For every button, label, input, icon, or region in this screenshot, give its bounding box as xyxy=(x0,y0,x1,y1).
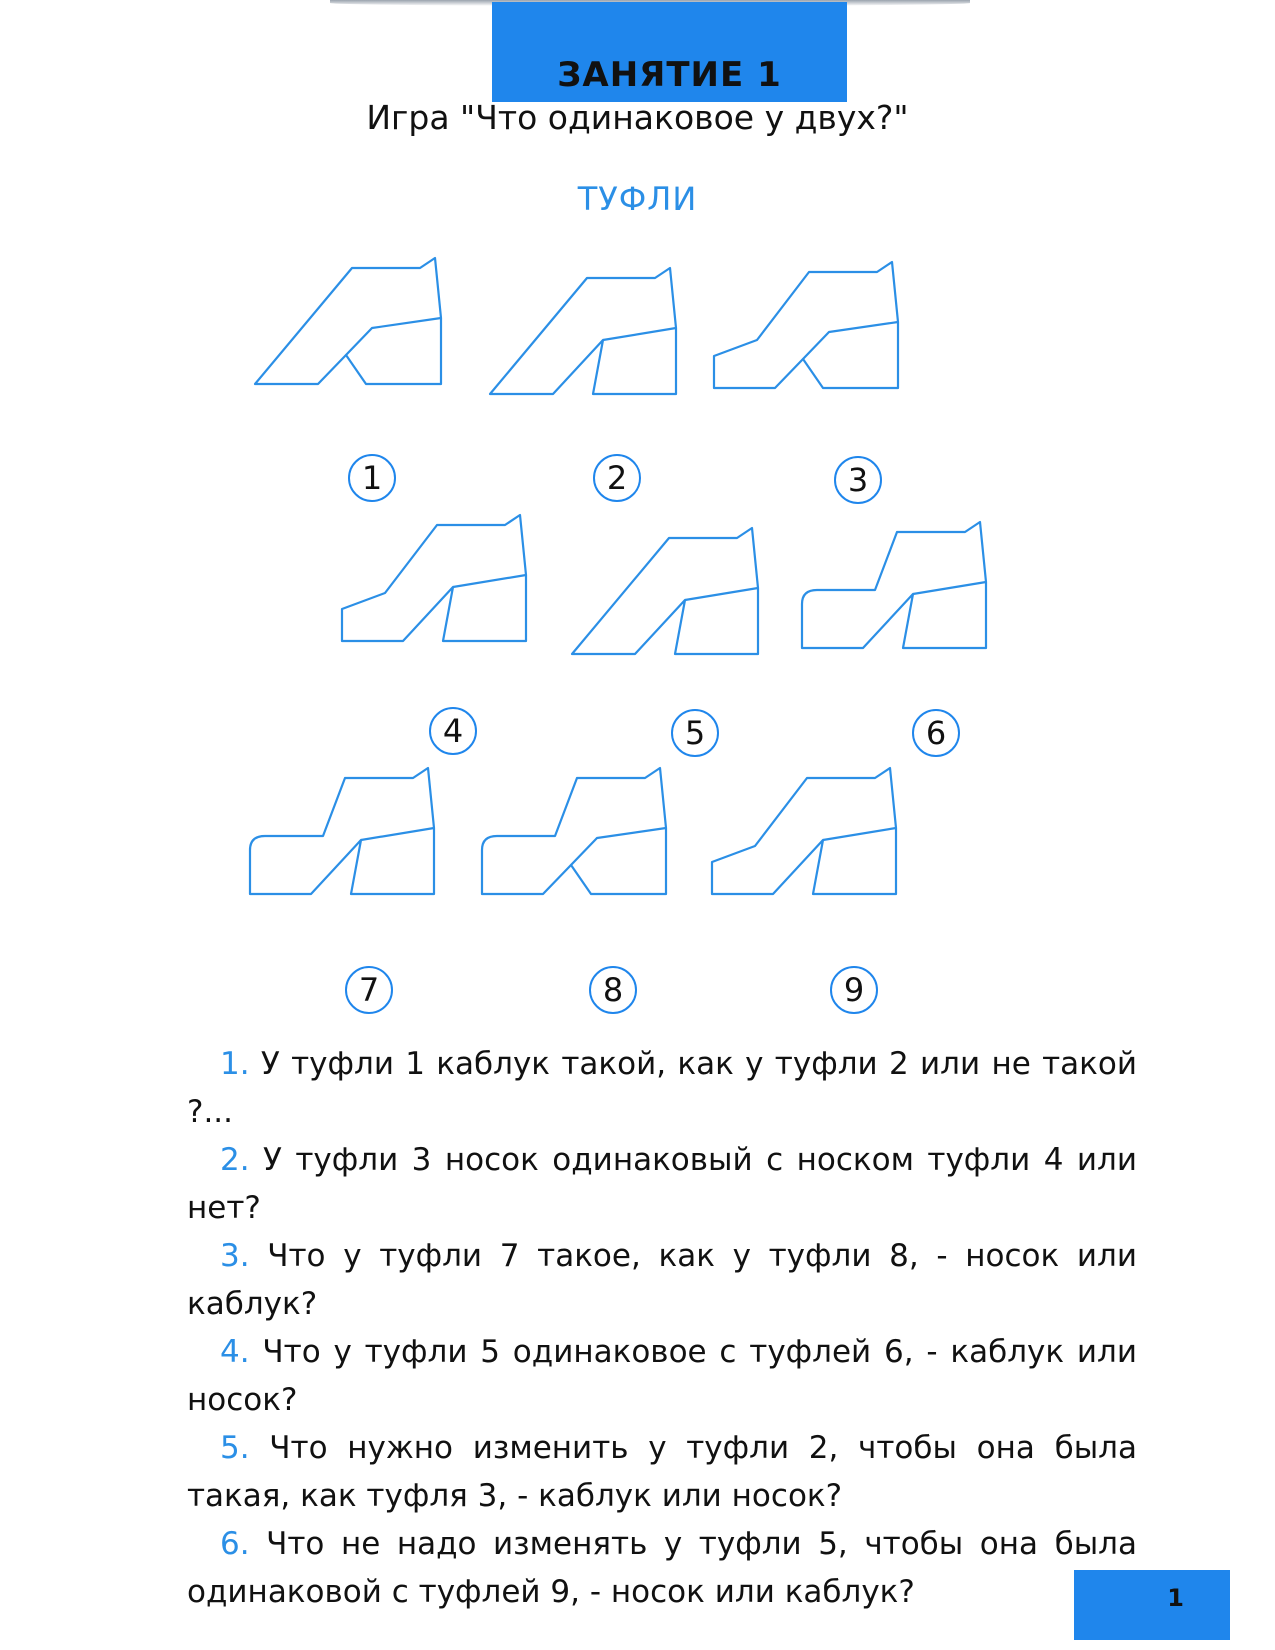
question-text: Что у туфли 7 такое, как у туфли 8, - носок или каблук? xyxy=(187,1238,1137,1322)
question-5 xyxy=(187,1424,1137,1520)
question-number: 2. xyxy=(220,1142,250,1178)
shoe-6 xyxy=(802,522,986,648)
shoe-number-5: 5 xyxy=(671,709,719,757)
page-number: 1 xyxy=(1167,1584,1184,1612)
shoe-instep-line xyxy=(361,828,434,840)
section-title: ТУФЛИ xyxy=(577,180,698,218)
shoe-number-8: 8 xyxy=(589,966,637,1014)
shoe-number-9: 9 xyxy=(830,966,878,1014)
question-text: У туфли 1 каблук такой, как у туфли 2 или не такой ?... xyxy=(187,1046,1137,1130)
question-text: Что не надо изменять у туфли 5, чтобы она была одинаковой с туфлей 9, - носок или каблук? xyxy=(187,1526,1137,1610)
shoe-2 xyxy=(490,268,676,394)
shoe-number-1: 1 xyxy=(348,454,396,502)
question-number: 4. xyxy=(220,1334,250,1370)
question-text: Что нужно изменить у туфли 2, чтобы она была такая, как туфля 3, - каблук или носок? xyxy=(187,1430,1137,1514)
shoe-outline xyxy=(712,768,896,894)
question-number: 1. xyxy=(220,1046,250,1082)
shoe-number-7: 7 xyxy=(345,966,393,1014)
shoe-outline xyxy=(490,268,676,394)
shoe-9 xyxy=(712,768,896,894)
shoe-instep-line xyxy=(823,828,896,840)
question-text: Что у туфли 5 одинаковое с туфлей 6, - каблук или носок? xyxy=(187,1334,1137,1418)
shoe-instep-line xyxy=(453,575,526,587)
question-number: 3. xyxy=(220,1238,250,1274)
shoe-7 xyxy=(250,768,434,894)
question-1 xyxy=(187,1040,1137,1136)
lesson-title: ЗАНЯТИЕ 1 xyxy=(557,55,782,95)
shoe-instep-line xyxy=(685,588,758,600)
question-6 xyxy=(187,1520,1137,1616)
question-2 xyxy=(187,1136,1137,1232)
shoe-number-6: 6 xyxy=(912,709,960,757)
shoe-4 xyxy=(342,515,526,641)
question-number: 5. xyxy=(220,1430,250,1466)
shoe-3 xyxy=(714,262,898,388)
shoe-number-3: 3 xyxy=(834,456,882,504)
shoe-1 xyxy=(255,258,441,384)
shoe-outline xyxy=(342,515,526,641)
question-number: 6. xyxy=(220,1526,250,1562)
shoe-outline xyxy=(250,768,434,894)
question-4 xyxy=(187,1328,1137,1424)
shoe-outline xyxy=(572,528,758,654)
shoe-outline xyxy=(802,522,986,648)
question-3 xyxy=(187,1232,1137,1328)
shoe-instep-line xyxy=(913,582,986,594)
shoe-instep-line xyxy=(803,322,898,359)
shoe-instep-line xyxy=(346,318,441,355)
game-title: Игра "Что одинаковое у двух?" xyxy=(366,98,909,137)
shoe-5 xyxy=(572,528,758,654)
shoe-8 xyxy=(482,768,666,894)
shoe-number-2: 2 xyxy=(593,454,641,502)
shoe-number-4: 4 xyxy=(429,707,477,755)
shoe-instep-line xyxy=(571,828,666,865)
shoe-instep-line xyxy=(603,328,676,340)
question-text: У туфли 3 носок одинаковый с носком туфли 4 или нет? xyxy=(187,1142,1137,1226)
questions-list xyxy=(187,1040,1137,1616)
